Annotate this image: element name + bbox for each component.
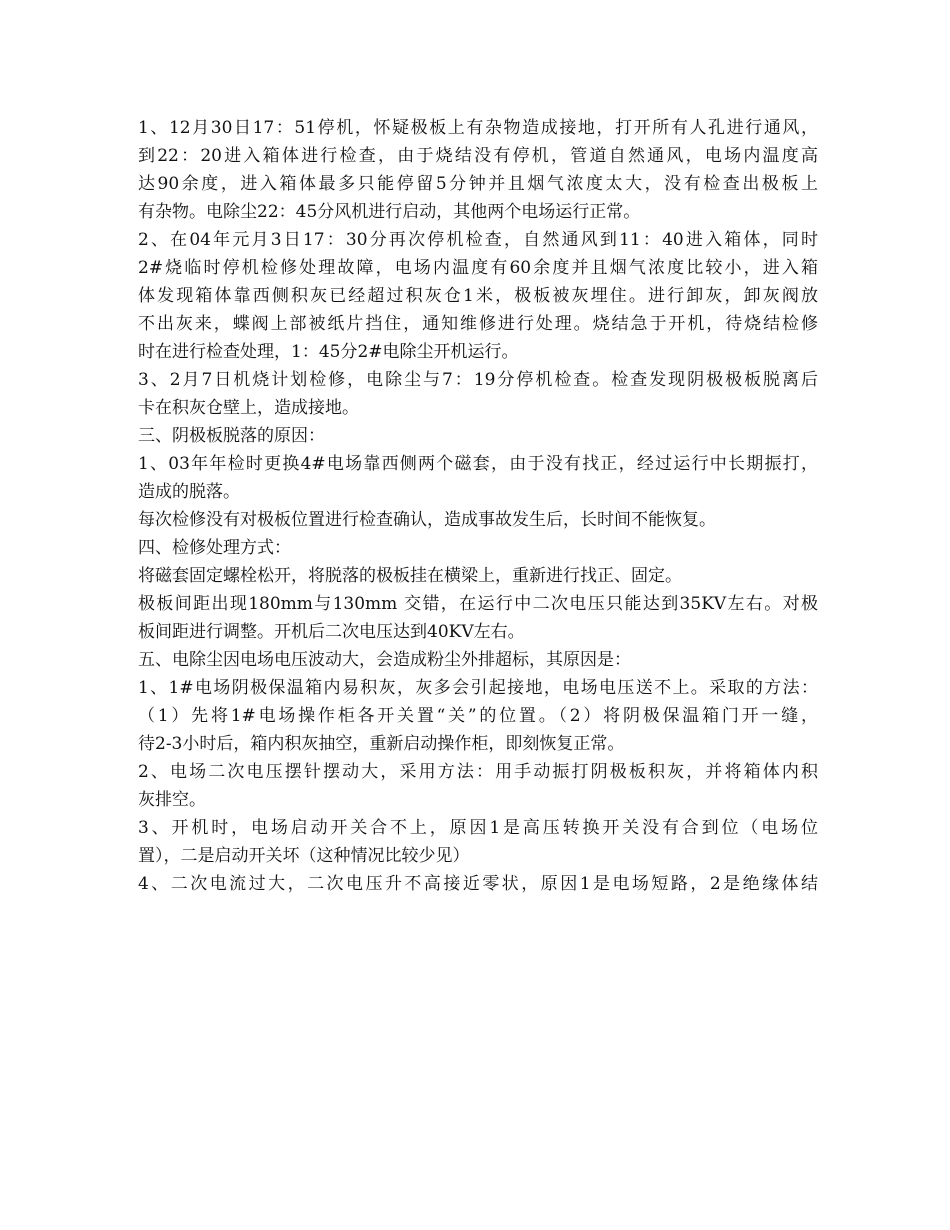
text-line: 3、2月7日机烧计划检修，电除尘与7：19分停机检查。检查发现阴极极板脱离后 [138, 370, 818, 390]
text-line: 灰排空。 [138, 790, 206, 810]
text-line: 达90余度，进入箱体最多只能停留5分钟并且烟气浓度太大，没有检查出极板上 [138, 174, 818, 194]
text-line: 卡在积灰仓壁上，造成接地。 [138, 398, 359, 418]
text-line: 2、在04年元月3日17：30分再次停机检查，自然通风到11：40进入箱体，同时 [138, 230, 818, 250]
text-line: 置），二是启动开关坏（这种情况比较少见） [138, 846, 470, 866]
text-line: 造成的脱落。 [138, 482, 240, 502]
text-line: 到22：20进入箱体进行检查，由于烧结没有停机，管道自然通风，电场内温度高 [138, 146, 818, 166]
text-line: 2、电场二次电压摆针摆动大，采用方法：用手动振打阴极板积灰，并将箱体内积 [138, 762, 818, 782]
text-line: 时在进行检查处理，1：45分2#电除尘开机运行。 [138, 342, 519, 362]
text-line: 体发现箱体靠西侧积灰已经超过积灰仓1米，极板被灰埋住。进行卸灰，卸灰阀放 [138, 286, 818, 306]
text-line: 不出灰来，蝶阀上部被纸片挡住，通知维修进行处理。烧结急于开机，待烧结检修 [138, 314, 818, 334]
text-line: 2#烧临时停机检修处理故障，电场内温度有60余度并且烟气浓度比较小，进入箱 [138, 258, 818, 278]
text-line: 1、1#电场阴极保温箱内易积灰，灰多会引起接地，电场电压送不上。采取的方法： [138, 678, 818, 698]
text-line: 极板间距出现180mm与130mm 交错，在运行中二次电压只能达到35KV左右。对极 [138, 594, 818, 614]
text-line: 1、12月30日17：51停机，怀疑极板上有杂物造成接地，打开所有人孔进行通风， [138, 118, 818, 138]
text-line: （1）先将1#电场操作柜各开关置“关”的位置。（2）将阴极保温箱门开一缝， [138, 706, 818, 726]
text-line: 待2-3小时后，箱内积灰抽空，重新启动操作柜，即刻恢复正常。 [138, 734, 625, 754]
text-line: 将磁套固定螺栓松开，将脱落的极板挂在横梁上，重新进行找正、固定。 [138, 566, 682, 586]
section-heading: 三、阴极板脱落的原因： [138, 426, 325, 446]
text-line: 3、开机时，电场启动开关合不上，原因1是高压转换开关没有合到位（电场位 [138, 818, 818, 838]
document-body [138, 114, 818, 898]
text-line: 4、二次电流过大，二次电压升不高接近零状，原因1是电场短路，2是绝缘体结 [138, 874, 818, 894]
section-heading: 四、检修处理方式： [138, 538, 291, 558]
text-line: 板间距进行调整。开机后二次电压达到40KV左右。 [138, 622, 525, 642]
text-line: 1、03年年检时更换4#电场靠西侧两个磁套，由于没有找正，经过运行中长期振打， [138, 454, 818, 474]
text-line: 有杂物。电除尘22：45分风机进行启动，其他两个电场运行正常。 [138, 202, 641, 222]
section-heading: 五、电除尘因电场电压波动大，会造成粉尘外排超标，其原因是： [138, 650, 631, 670]
text-line: 每次检修没有对极板位置进行检查确认，造成事故发生后，长时间不能恢复。 [138, 510, 716, 530]
